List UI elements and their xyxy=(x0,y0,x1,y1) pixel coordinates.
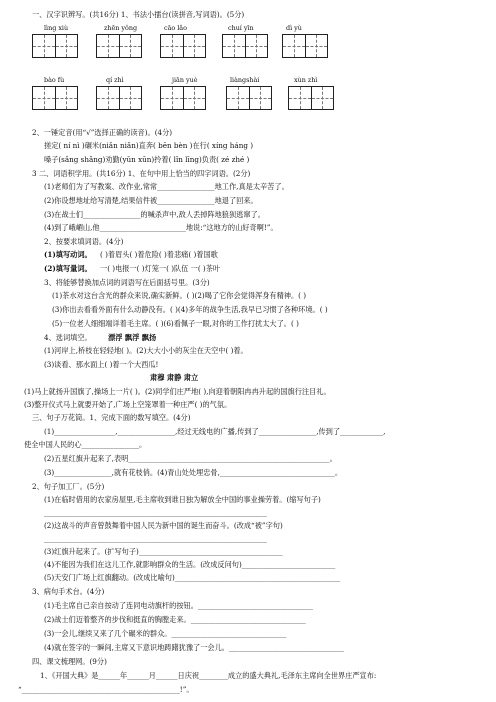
word-choices: 漂浮 飘浮 飘扬 xyxy=(108,333,157,342)
writing-grid[interactable] xyxy=(282,34,328,58)
question-line: 搓定( ní nì )碾米(niǎn niǎn)直奔( bēn bèn )在行( xíng háng ) xyxy=(44,141,254,150)
pinyin: qí zhì xyxy=(106,76,124,84)
question-line: (3)一会儿,继续又来了几个碾米的群众。________________________________ xyxy=(44,629,287,638)
pinyin: jiān yuè xyxy=(172,76,198,84)
question-line: (3)在战士们________________的喊杀声中,敌人丢掉阵地狼狈逃窜了。 xyxy=(44,210,265,219)
answer-line[interactable]: “____________________________________________!”。 xyxy=(18,685,194,694)
answer-line[interactable]: ______________________________________________________________ xyxy=(44,534,267,543)
question-line: ( )着眉头( )着危险( )着悲痛( )着国歌 xyxy=(100,250,218,259)
section-1-title: 一、汉字识辨写。(共16分) 1、书法小擂台(读拼音,写词语)。(5分) xyxy=(32,10,245,19)
pinyin: chuí yīn xyxy=(228,24,254,32)
writing-grid[interactable] xyxy=(222,34,268,58)
pinyin: dì yù xyxy=(286,24,302,32)
question-line: (2)战士们迈着整齐的步伐和挺直的胸膛走来。________________________________ xyxy=(44,615,306,624)
question-line: (3)整开仪式马上就要开始了,广场上空笼罩着一种庄严( )的气氛。 xyxy=(24,400,232,409)
pinyin: xùn zhì xyxy=(294,76,318,84)
question-title: 2、句子加工厂。(5分) xyxy=(32,482,105,491)
question-line: (3)红旗升起来了。(扩写句子)________________________________________ xyxy=(44,547,283,556)
writing-grid[interactable] xyxy=(96,34,142,58)
pinyin: bào fù xyxy=(44,76,65,84)
pinyin: lìng xiù xyxy=(44,24,69,32)
question-line: 1、《开国大典》是______年______月______日庆祝________成立的盛大典礼,毛泽东主席向全世界庄严宣布: xyxy=(40,671,377,680)
section-3-title: 三、句子万花筒。1、完成下面的数写填空。(4分) xyxy=(32,413,191,422)
question-title: 2、按要求填词语。(4分) xyxy=(44,237,124,246)
question-line: (2)这战斗的声音曾鼓舞着中国人民为新中国的诞生而奋斗。(改成“被”字句) xyxy=(44,521,283,530)
writing-grid[interactable] xyxy=(160,34,206,58)
question-line: (1)在临时借用的农家房屋里,毛主席收到谁日独为解放全中国的事业操劳着。(缩写句子) xyxy=(44,495,321,504)
section-4-title: 四、课文梳理网。(9分) xyxy=(32,657,107,666)
question-line: (1)老师们为了写教案、改作业,常常________________地工作,真是太辛苦了。 xyxy=(44,182,289,191)
writing-grid[interactable] xyxy=(32,34,78,58)
question-line: (1)毛主席自己亲自按动了连同电动旗杆的按钮。________________________________ xyxy=(44,601,313,610)
pinyin: liàngshài xyxy=(230,76,260,84)
question-line: (1)_________________,________________,经过无线电的广播,传到了________________,传到了____________, xyxy=(44,427,386,436)
question-line: (4)到了峨嵋山,他________________________地说:“这地方的山好奇啊!”。 xyxy=(44,223,278,232)
writing-grid[interactable] xyxy=(96,86,142,110)
question-line: (1)茶水对这台含光的群众来说,确实新鲜。( )(2)喝了它你会觉得浑身有精神。( ) xyxy=(52,291,307,300)
question-line: (4)不能因为我们在这儿工作,就影响群众的生活。(改成反问句)__________________________ xyxy=(44,560,336,569)
question-line: (3)你出去看看外面有什么动静没有。( )(4)多年的战争生活,我早已习惯了各种环境。( ) xyxy=(52,305,328,314)
answer-line[interactable]: ______________________________________________________________ xyxy=(44,508,267,517)
question-line: (3)________________,就有花枝俏。(4)青山处处埋忠骨,________________________________。 xyxy=(44,468,343,477)
label-verbs: (1)填写动词。 xyxy=(44,250,92,259)
question-line: (4)就在签字的一瞬间,主席又下意识地踌躇犹豫了一会儿。________________________________ xyxy=(44,643,344,652)
question-line: 一( )电报一( )灯笼一( )队伍 一( )茶叶 xyxy=(100,264,221,273)
question-title: 3、病句手术台。(4分) xyxy=(32,587,105,596)
question-line: (5)一位老人细细端详着毛主席。( )(6)看佩子一眼,对你的工作打扰太大了。( ) xyxy=(52,319,299,328)
section-2-title: 3 二、词语积学用。(共16分) 1、在句中用上恰当的四字词语。(2分) xyxy=(32,169,251,178)
pinyin: zhēn yǒng xyxy=(104,24,138,32)
question-line: 使全中国人民的心________________。 xyxy=(24,440,147,449)
word-choices: 肃穆 肃静 肃立 xyxy=(150,373,199,382)
question-line: (3)谈看、那水面上( )着一个大西瓜! xyxy=(44,360,159,369)
writing-grid[interactable] xyxy=(160,86,206,110)
writing-grid[interactable] xyxy=(226,86,272,110)
question-title: 2、一锤定音(用“√”选择正确的读音)。(4分) xyxy=(32,128,173,137)
question-title: 4、选词填空。 xyxy=(44,333,92,342)
question-line: 嗓子(sǎng shǎng)劝勤(yǔn xūn)拎着( lǐn līng)负责( zé zhé ) xyxy=(44,155,250,164)
writing-grid[interactable] xyxy=(288,86,334,110)
question-line: (1)河岸上,桥枝在轻轻地( )。(2)大大小小的灰尘在天空中( )着。 xyxy=(44,346,248,355)
question-title: 3、将能够替换加点词的词语写在后面括号里。(3分) xyxy=(44,278,210,287)
question-line: (1)马上就扬升国旗了,操场上一片( )。(2)同学们庄严地( ),向迎着朝阳冉冉升起的国旗行注目礼。 xyxy=(24,387,331,396)
question-line: (2)你设想地址给写清楚,结果信件被________________地退了回来。 xyxy=(44,196,258,205)
writing-grid[interactable] xyxy=(32,86,78,110)
question-line: (5)天安门广场上红旗翻动。(改成比喻句)______________________________________________ xyxy=(44,573,341,582)
pinyin: cāo lǎo xyxy=(164,24,187,32)
label-measure-words: (2)填写量词。 xyxy=(44,264,92,273)
question-line: (2)五星红旗升起来了,表明________________________________________________________。 xyxy=(44,454,337,463)
